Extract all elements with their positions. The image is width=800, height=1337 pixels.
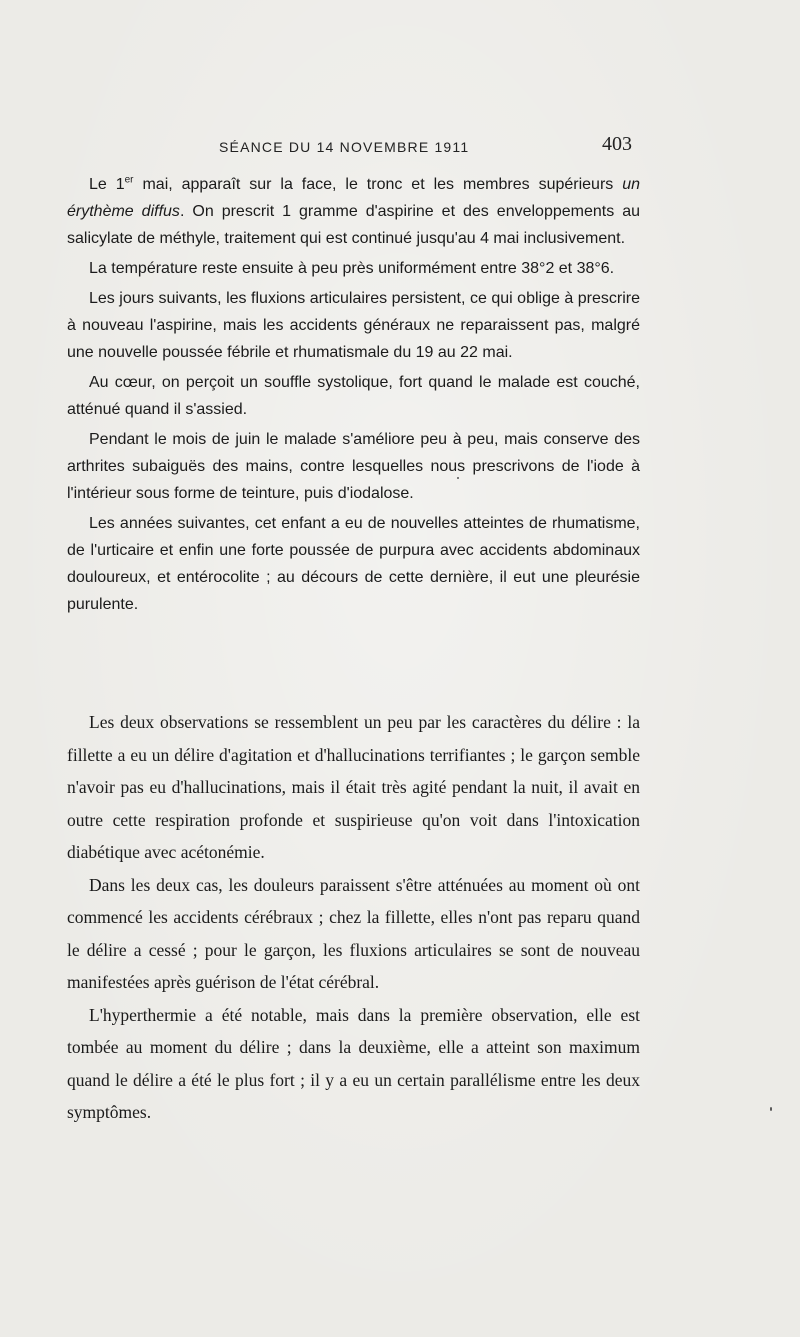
text-run: mai, apparaît sur la face, le tronc et les membres supérieurs [133, 176, 623, 193]
running-head: SÉANCE DU 14 NOVEMBRE 1911 [219, 139, 470, 155]
paragraph [67, 171, 640, 252]
page-header [0, 133, 800, 163]
paragraph: Les deux observations se ressemblent un peu par les caractères du délire : la fillette a eu un délire d'agitation et d'hallucinations terrifiantes ; le garçon semble n'avoir pas eu d'hallucinations, mais il était très agité pendant la nuit, il avait en outre cette respiration profonde et suspirieuse qu'on voit dans l'intoxication diabétique avec acétonémie. [67, 712, 640, 862]
observation-text [67, 171, 640, 618]
paragraph: L'hyperthermie a été notable, mais dans la première observation, elle est tombée au moment du délire ; dans la deuxième, elle a atteint son maximum quand le délire a été le plus fort ; il y a eu un certain parallélisme entre les deux symptômes. [67, 1004, 640, 1122]
paragraph: Les années suivantes, cet enfant a eu de nouvelles atteintes de rhumatisme, de l'urticaire et enfin une forte poussée de purpura avec accidents abdominaux douloureux, et entérocolite ; au décours de cette dernière, il eut une pleurésie purulente. [67, 515, 640, 613]
paragraph: Dans les deux cas, les douleurs paraissent s'être atténuées au moment où ont commencé les accidents cérébraux ; chez la fillette, elles n'ont pas reparu quand le délire a cessé ; pour le garçon, les fluxions articulaires se sont de nouveau manifestées après guérison de l'état cérébral. [67, 874, 640, 992]
print-speck [457, 477, 459, 479]
text-run: . On prescrit 1 gramme d'aspirine et des enveloppements au salicylate de méthyle, traitement qui est continué jusqu'au 4 mai inclusivement. [67, 203, 640, 247]
italic-text: un érythème diffus [67, 176, 640, 220]
page-number: 403 [602, 133, 632, 155]
discussion-text [67, 706, 640, 1129]
paragraph: Au cœur, on perçoit un souffle systolique, fort quand le malade est couché, atténué quand il s'assied. [67, 374, 640, 418]
superscript: er [124, 174, 134, 186]
print-speck [770, 1107, 772, 1111]
text-run: Le 1 [89, 176, 125, 193]
paragraph: Pendant le mois de juin le malade s'améliore peu à peu, mais conserve des arthrites subaiguës des mains, contre lesquelles nous prescrivons de l'iode à l'intérieur sous forme de teinture, puis d'iodalose. [67, 431, 640, 502]
paragraph: Les jours suivants, les fluxions articulaires persistent, ce qui oblige à prescrire à nouveau l'aspirine, mais les accidents généraux ne reparaissent pas, malgré une nouvelle poussée fébrile et rhumatismale du 19 au 22 mai. [67, 290, 640, 361]
paragraph: La température reste ensuite à peu près uniformément entre 38°2 et 38°6. [89, 260, 615, 277]
